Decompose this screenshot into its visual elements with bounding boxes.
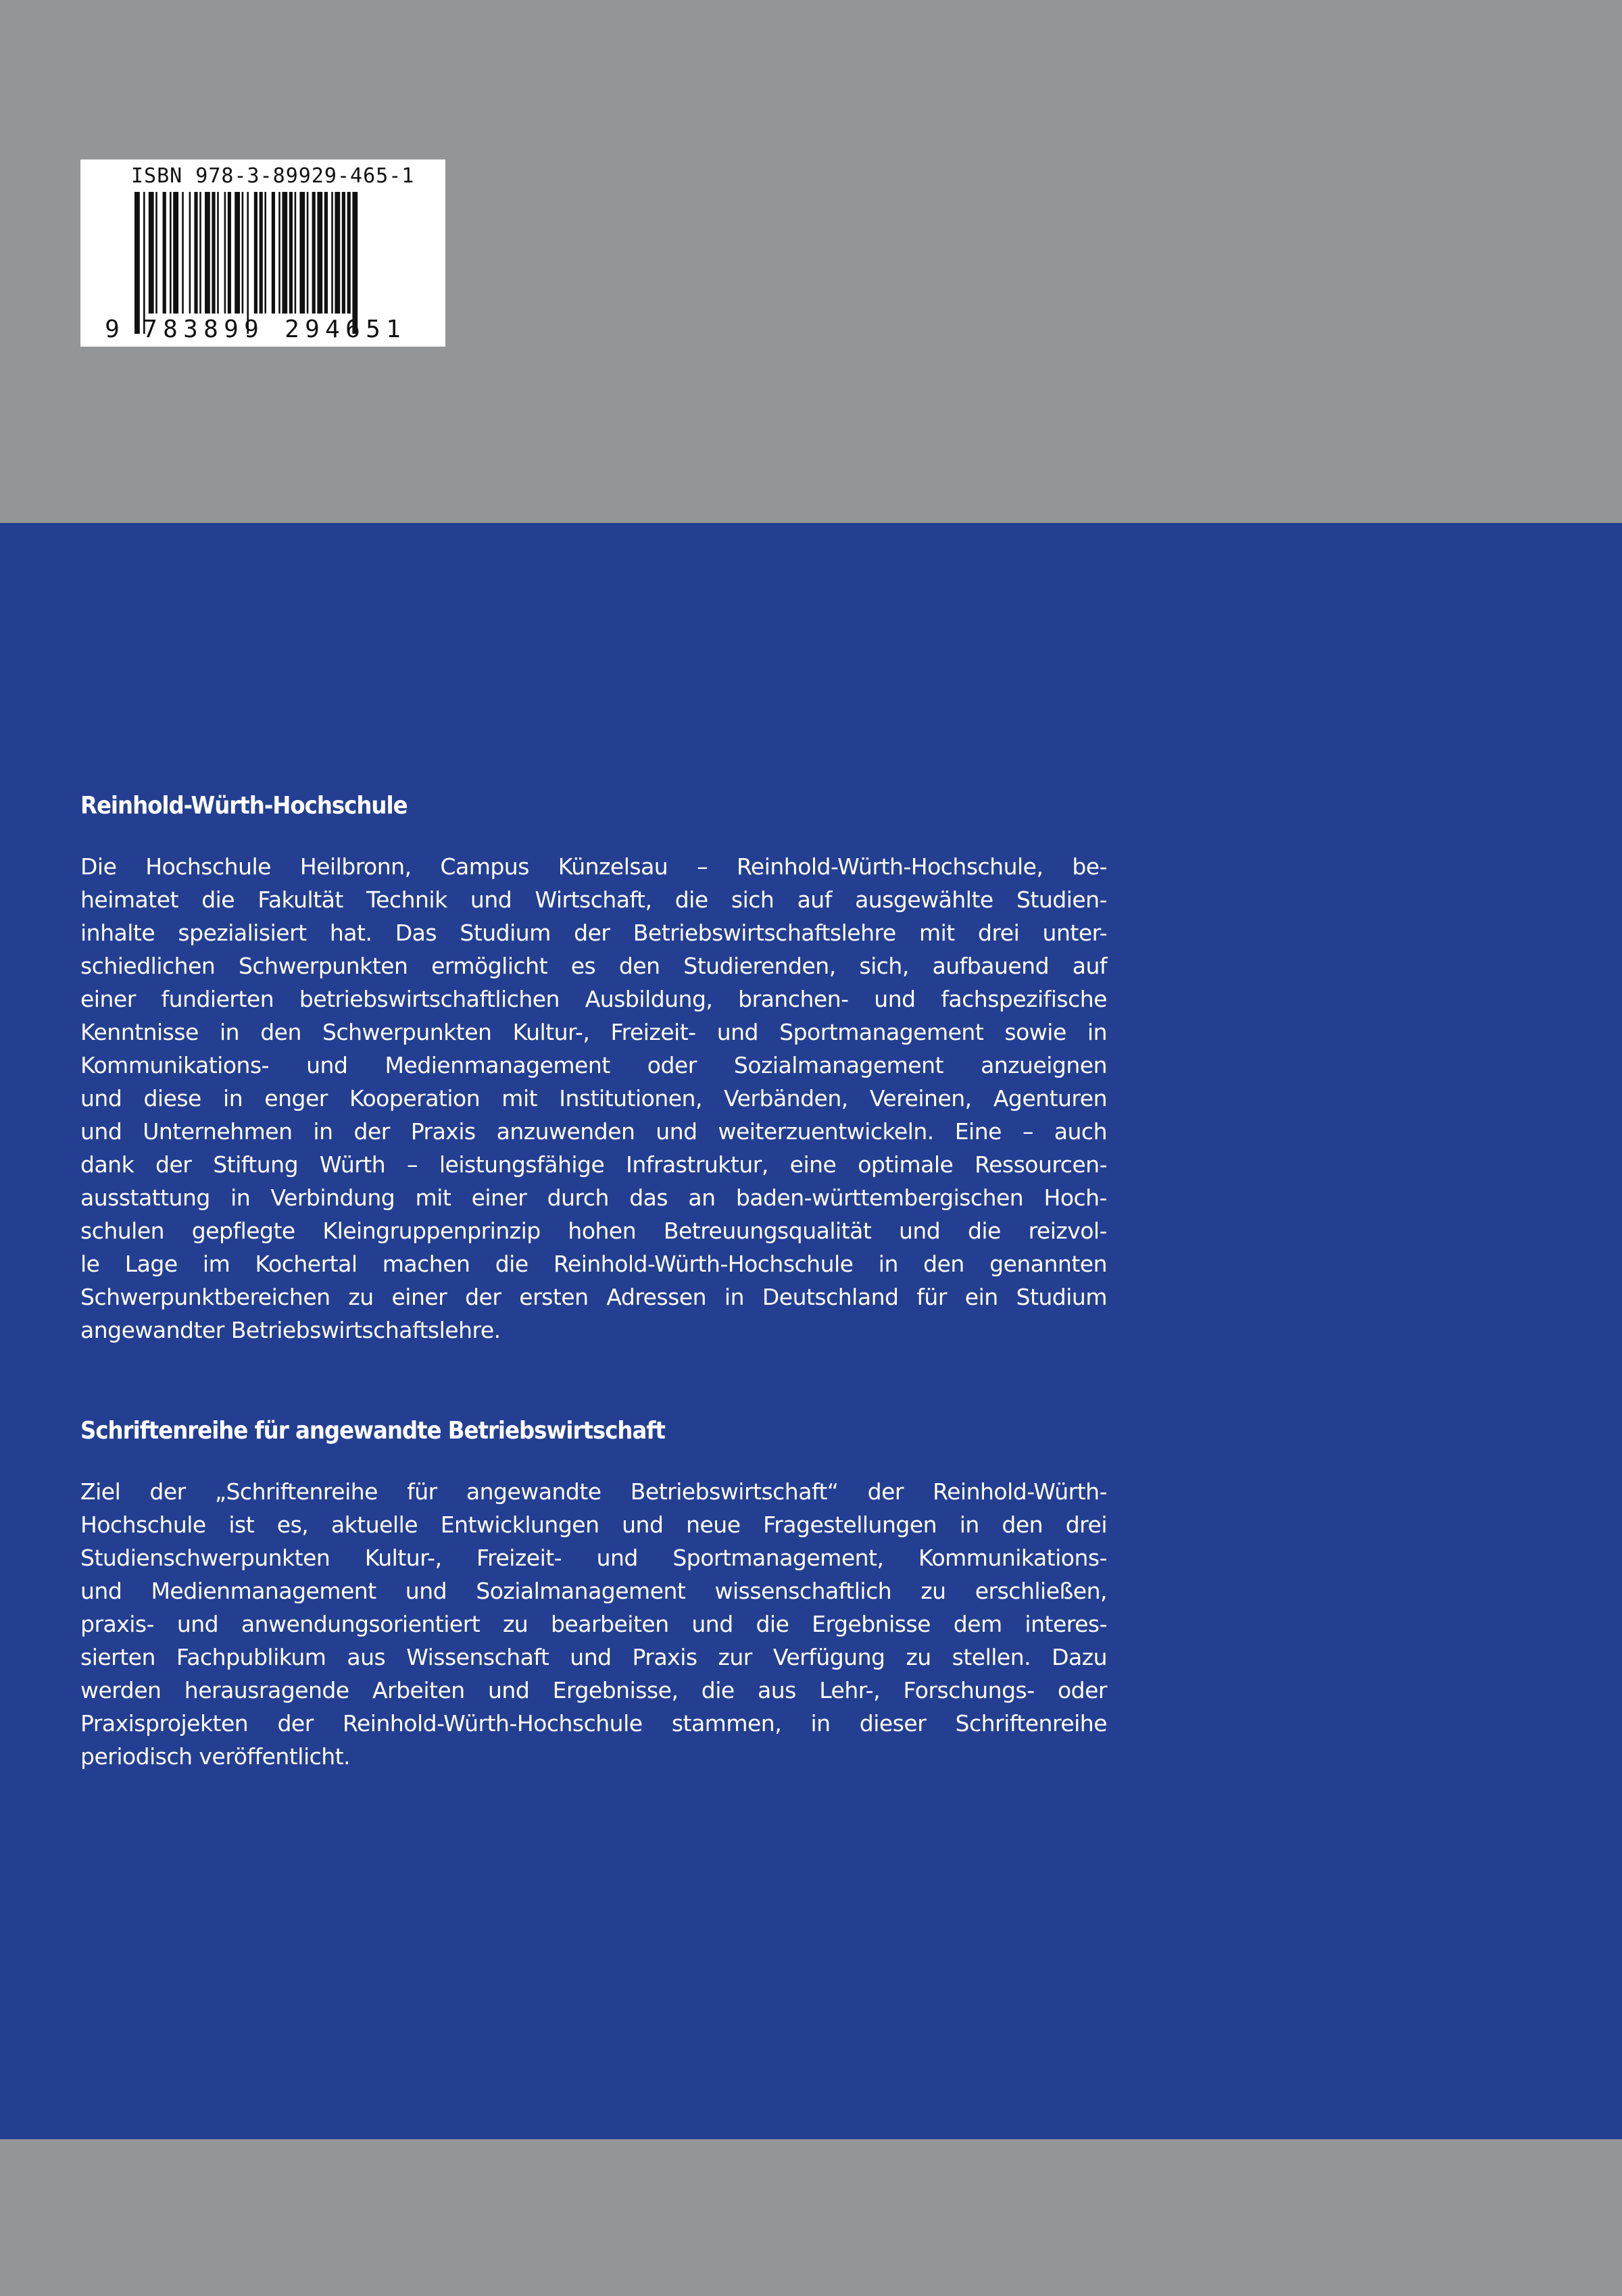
section-text-hochschule bbox=[80, 850, 1107, 1347]
barcode-digit: 1 bbox=[386, 316, 401, 343]
barcode-digit: 9 bbox=[244, 316, 259, 343]
text-line: und Unternehmen in der Praxis anzuwenden und weiterzuentwickeln. Eine – auch bbox=[80, 1118, 1107, 1145]
text-line: Kenntnisse in den Schwerpunkten Kultur-, Freizeit- und Sportmanagement sowie in bbox=[80, 1019, 1107, 1045]
text-line: schiedlichen Schwerpunkten ermöglicht es den Studierenden, sich, aufbauend auf bbox=[80, 953, 1107, 979]
text-line: heimatet die Fakultät Technik und Wirtschaft, die sich auf ausgewählte Studien- bbox=[80, 887, 1107, 913]
section-heading-hochschule: Reinhold-Würth-Hochschule bbox=[80, 792, 408, 820]
barcode-digits bbox=[80, 159, 445, 347]
text-line: schulen gepflegte Kleingruppenprinzip hohen Betreuungsqualität und die reizvol- bbox=[80, 1218, 1107, 1244]
text-line: und diese in enger Kooperation mit Institutionen, Verbänden, Vereinen, Agenturen bbox=[80, 1085, 1107, 1112]
section-text-schriftenreihe bbox=[80, 1475, 1107, 1773]
barcode-digit: 4 bbox=[325, 316, 340, 343]
text-line: angewandter Betriebswirtschaftslehre. bbox=[80, 1317, 501, 1343]
text-line: werden herausragende Arbeiten und Ergebnisse, die aus Lehr-, Forschungs- oder bbox=[80, 1677, 1107, 1703]
text-line: Praxisprojekten der Reinhold-Würth-Hochschule stammen, in dieser Schriftenreihe bbox=[80, 1710, 1107, 1737]
text-line: Die Hochschule Heilbronn, Campus Künzelsau – Reinhold-Würth-Hochschule, be- bbox=[80, 853, 1107, 880]
back-cover-text bbox=[80, 786, 1107, 1773]
barcode-digit: 9 bbox=[224, 316, 239, 343]
barcode-digit: 6 bbox=[345, 316, 360, 343]
barcode-digit: 5 bbox=[366, 316, 380, 343]
barcode-digit: 3 bbox=[183, 316, 198, 343]
text-line: sierten Fachpublikum aus Wissenschaft und Praxis zur Verfügung zu stellen. Dazu bbox=[80, 1644, 1107, 1670]
text-line: Schwerpunktbereichen zu einer der ersten Adressen in Deutschland für ein Studium bbox=[80, 1284, 1107, 1310]
barcode-digit: 2 bbox=[285, 316, 299, 343]
barcode-digit: 9 bbox=[105, 316, 120, 343]
isbn-label: ISBN 978-3-89929-465-1 bbox=[131, 164, 415, 188]
barcode-digit: 9 bbox=[305, 316, 320, 343]
text-line: praxis- und anwendungsorientiert zu bearbeiten und die Ergebnisse dem interes- bbox=[80, 1611, 1107, 1637]
barcode-digit: 7 bbox=[143, 316, 157, 343]
text-line: inhalte spezialisiert hat. Das Studium der Betriebswirtschaftslehre mit drei unter- bbox=[80, 920, 1107, 946]
bottom-grey-band bbox=[0, 2139, 1622, 2296]
text-line: periodisch veröffentlicht. bbox=[80, 1743, 351, 1770]
text-line: einer fundierten betriebswirtschaftlichen Ausbildung, branchen- und fachspezifische bbox=[80, 986, 1107, 1012]
text-line: Ziel der „Schriftenreihe für angewandte Betriebswirtschaft“ der Reinhold-Würth- bbox=[80, 1478, 1107, 1505]
section-heading-schriftenreihe: Schriftenreihe für angewandte Betriebswirtschaft bbox=[80, 1417, 665, 1445]
isbn-barcode bbox=[80, 159, 445, 347]
text-line: Hochschule ist es, aktuelle Entwicklungen und neue Fragestellungen in den drei bbox=[80, 1512, 1107, 1538]
text-line: ausstattung in Verbindung mit einer durch das an baden-württembergischen Hoch- bbox=[80, 1184, 1107, 1211]
text-line: Kommunikations- und Medienmanagement oder Sozialmanagement anzueignen bbox=[80, 1052, 1107, 1078]
barcode-digit: 8 bbox=[203, 316, 218, 343]
text-line: Studienschwerpunkten Kultur-, Freizeit- und Sportmanagement, Kommunikations- bbox=[80, 1545, 1107, 1571]
barcode-digit: 8 bbox=[163, 316, 178, 343]
text-line: le Lage im Kochertal machen die Reinhold-Würth-Hochschule in den genannten bbox=[80, 1251, 1107, 1277]
text-line: und Medienmanagement und Sozialmanagement wissenschaftlich zu erschließen, bbox=[80, 1578, 1107, 1604]
text-line: dank der Stiftung Würth – leistungsfähige Infrastruktur, eine optimale Ressourcen- bbox=[80, 1151, 1107, 1178]
